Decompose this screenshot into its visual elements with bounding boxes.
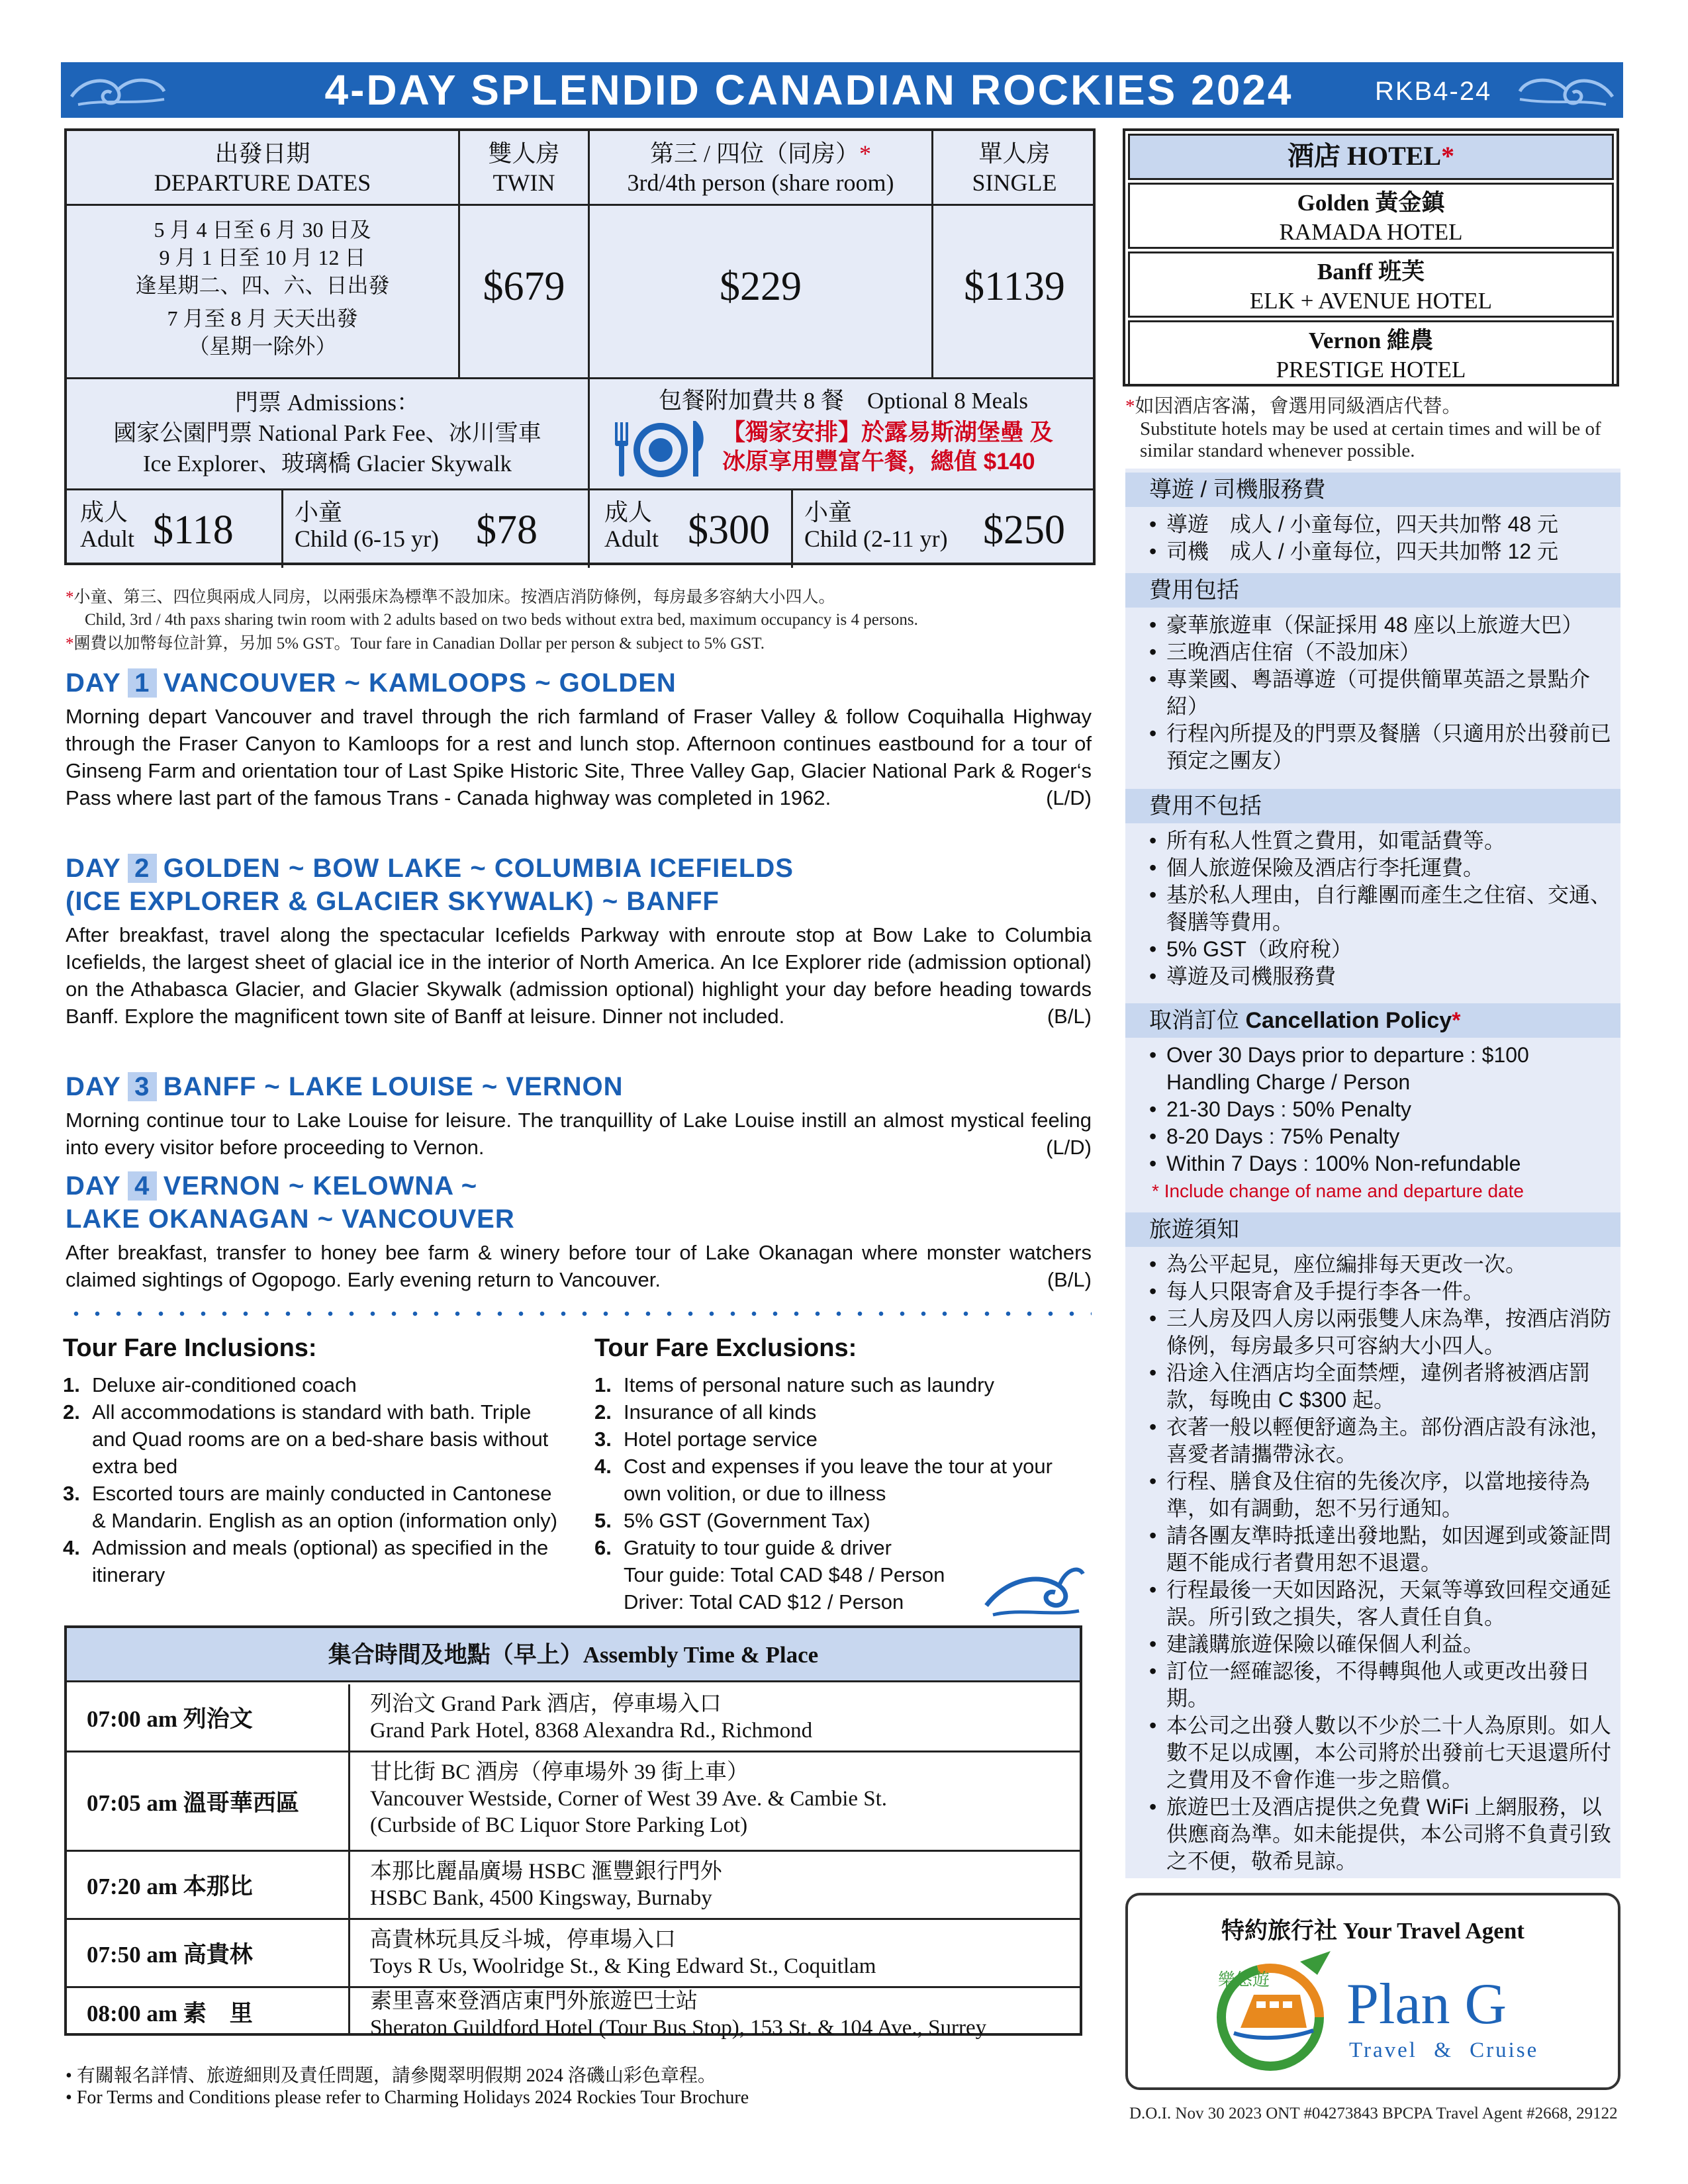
admission-child-label: 小童 Child (6-15 yr) <box>295 499 439 552</box>
list-item: 3. Escorted tours are mainly conducted in Cantonese & Mandarin. English as an option (information only) <box>63 1482 558 1532</box>
table-row <box>67 1752 1080 1852</box>
day-4-description: After breakfast, transfer to honey bee farm & winery before tour of Lake Okanagan where monster watchers claimed sightings of Ogopogo. Early evening return to Vancouver. (B/L) <box>66 1241 1092 1291</box>
terms-note-en: • For Terms and Conditions please refer to Charming Holidays 2024 Rockies Tour Brochure <box>66 2087 749 2108</box>
optional-meals-description: 包餐附加費共 8 餐 Optional 8 Meals <box>658 388 1029 414</box>
list-item: • 導遊 成人 / 小童每位，四天共加幣 48 元 <box>1149 511 1613 538</box>
list-item: 3. Hotel portage service <box>594 1428 818 1451</box>
list-item: • Within 7 Days : 100% Non-refundable <box>1149 1150 1613 1177</box>
cancellation-note: * Include change of name and departure date <box>1152 1181 1524 1201</box>
exclusive-meal-note: 【獨家安排】於露易斯湖堡壘 及 冰原享用豐富午餐，總值 $140 <box>722 420 1053 475</box>
meal-adult-price: $300 <box>688 508 770 553</box>
hotel-note-zh: *如因酒店客滿，會選用同級酒店代替。 <box>1125 396 1462 417</box>
list-item: 6. Gratuity to tour guide & driver <box>594 1536 892 1559</box>
license-footer: D.O.I. Nov 30 2023 ONT #04273843 BPCPA Travel Agent #2668, 29122 <box>1129 2105 1618 2122</box>
list-item: 1. Items of personal nature such as laundry <box>594 1373 995 1396</box>
excludes-list <box>1149 827 1613 990</box>
twin-header: 雙人房 TWIN <box>488 140 560 196</box>
list-item: • 專業國、粵語導遊（可提供簡單英語之景點介紹） <box>1149 666 1613 720</box>
list-item: 4. Admission and meals (optional) as specified in the itinerary <box>63 1536 549 1586</box>
list-item: • 導遊及司機服務費 <box>1149 963 1613 990</box>
single-price: $1139 <box>964 264 1065 309</box>
cancellation-header: 取消訂位 Cancellation Policy* <box>1125 1003 1620 1038</box>
list-item: • 三人房及四人房以兩張雙人床為準，按酒店消防條例，每房最多只可容納大小四人。 <box>1149 1305 1613 1359</box>
list-item: • 訂位一經確認後，不得轉與他人或更改出發日期。 <box>1149 1658 1613 1712</box>
single-header: 單人房 SINGLE <box>972 140 1057 196</box>
meal-child-label: 小童 Child (2-11 yr) <box>804 499 948 552</box>
dotted-divider <box>66 1311 1092 1316</box>
fare-note-child: *小童、第三、四位與兩成人同房，以兩張床為標準不設加床。按酒店消防條例，每房最多容納大小四人。 <box>66 588 835 606</box>
list-item: 4. Cost and expenses if you leave the tour at your own volition, or due to illness <box>594 1455 1053 1505</box>
list-item: • 行程最後一天如因路況，天氣等導致回程交通延誤。所引致之損失，客人責任自負。 <box>1149 1576 1613 1631</box>
list-item: • 基於私人理由，自行離團而產生之住宿、交通、餐膳等費用。 <box>1149 882 1613 936</box>
list-item: • 21-30 Days : 50% Penalty <box>1149 1096 1613 1123</box>
day-1-description: Morning depart Vancouver and travel through the rich farmland of Fraser Valley & follow Coquihalla Highway through the Fraser Canyon to Kamloops for a rest and lunch stop. Afternoon continues eastbound for a tour of Ginseng Farm and orientation tour of Last Spike Historic Site, Three Valley Gap, Glacier National Park & Roger‘s Pass where last part of the famous Trans - Canada highway was completed in 1962. (L/D) <box>66 705 1092 809</box>
day-4-title-line2: LAKE OKANAGAN ~ VANCOUVER <box>66 1205 515 1234</box>
meal-adult-label: 成人 Adult <box>604 499 659 552</box>
list-item: • 旅遊巴士及酒店提供之免費 WiFi 上網服務，以供應商為準。如未能提供，本公司將不負責引致之不便，敬希見諒。 <box>1149 1794 1613 1875</box>
swirl-ornament-icon <box>1513 70 1619 111</box>
agent-tagline: Travel & Cruise <box>1349 2038 1539 2062</box>
list-item: • 個人旅遊保險及酒店行李托運費。 <box>1149 854 1613 882</box>
day-3-description: Morning continue tour to Lake Louise for leisure. The tranquillity of Lake Louise instill an almost mystical feeling into every visitor before proceeding to Vernon. (L/D) <box>66 1109 1092 1159</box>
admissions-description: 門票 Admissions： 國家公園門票 National Park Fee、冰川雪車 Ice Explorer、玻璃橋 Glacier Skywalk <box>113 390 541 477</box>
swirl-ornament-icon <box>65 70 171 111</box>
plan-g-logo-icon <box>1201 1948 1340 2081</box>
assembly-time: 08:00 am 素 里 <box>67 1988 350 2036</box>
departure-dates: 5 月 4 日至 6 月 30 日及 9 月 1 日至 10 月 12 日 逢星期二、四、六、日出發 7 月至 8 月 天天出發 （星期一除外） <box>135 218 390 358</box>
svg-text:樂悠遊: 樂悠遊 <box>1218 1970 1270 1990</box>
list-item: 2. All accommodations is standard with bath. Triple and Quad rooms are on a bed-share basis without extra bed <box>63 1400 549 1478</box>
assembly-place: 甘比街 BC 酒房（停車場外 39 街上車） Vancouver Westside, Corner of West 39 Ave. & Cambie St. (Curbside of BC Liquor Store Parking Lot) <box>370 1760 888 1837</box>
day-2-title-line2: (ICE EXPLORER & GLACIER SKYWALK) ~ BANFF <box>66 887 720 916</box>
info-panel <box>1125 469 1620 1878</box>
list-item: • 請各團友準時抵達出發地點，如因遲到或簽証問題不能成行者費用恕不退還。 <box>1149 1522 1613 1576</box>
table-row <box>67 1920 1080 1988</box>
cancellation-list <box>1149 1042 1613 1177</box>
table-row <box>67 1684 1080 1752</box>
list-item: • 衣著一般以輕便舒適為主。部份酒店設有泳池，喜愛者請攜帶泳衣。 <box>1149 1414 1613 1468</box>
fare-note-child-en: Child, 3rd / 4th paxs sharing twin room with 2 adults based on two beds without extra bed, maximum occupancy is 4 persons. <box>85 611 918 629</box>
notice-list <box>1149 1251 1613 1875</box>
list-item: • 建議購旅遊保險以確保個人利益。 <box>1149 1631 1613 1658</box>
list-item: • 沿途入住酒店均全面禁煙，違例者將被酒店罰款，每晚由 C $300 起。 <box>1149 1359 1613 1414</box>
list-item: • 行程、膳食及住宿的先後次序，以當地接待為準，如有調動，恕不另行通知。 <box>1149 1468 1613 1522</box>
assembly-time: 07:00 am 列治文 <box>67 1684 350 1751</box>
travel-agent-title: 特約旅行社 Your Travel Agent <box>1221 1918 1524 1944</box>
list-item: • 所有私人性質之費用，如電話費等。 <box>1149 827 1613 854</box>
list-item: • 三晚酒店住宿（不設加床） <box>1149 639 1613 666</box>
list-item: • 每人只限寄倉及手提行李各一件。 <box>1149 1278 1613 1305</box>
table-row <box>67 1852 1080 1920</box>
third-person-price: $229 <box>720 264 802 309</box>
wave-ornament-icon <box>980 1559 1086 1619</box>
dining-plate-icon <box>611 417 710 480</box>
assembly-time: 07:05 am 溫哥華西區 <box>67 1752 350 1850</box>
meal-child-price: $250 <box>983 508 1065 553</box>
tour-code: RKB4-24 <box>1375 77 1492 106</box>
day-2-title: DAY 2 GOLDEN ~ BOW LAKE ~ COLUMBIA ICEFIELDS <box>66 854 794 883</box>
inclusions-list <box>63 1371 566 1588</box>
terms-note-zh: • 有關報名詳情、旅遊細則及責任問題，請參閱翠明假期 2024 洛磯山彩色章程。 <box>66 2066 716 2086</box>
travel-agent-box <box>1125 1893 1620 2090</box>
day-2-description: After breakfast, travel along the spectacular Icefields Parkway with enroute stop at Bow Lake to Columbia Icefields, the largest sheet of glacial ice in the interior of North America. An Ice Explorer ride (admission optional) on the Athabasca Glacier, and Glacier Skywalk (admission optional) highlight your day before heading towards Banff. Explore the magnificent town site of Banff at leisure. Dinner not included. (B/L) <box>66 923 1092 1028</box>
assembly-time: 07:50 am 高貴林 <box>67 1920 350 1986</box>
fare-table <box>64 128 1096 565</box>
list-item: • 本公司之出發人數以不少於二十人為原則。如人數不足以成團，本公司將於出發前七天退還所付之費用及不會作進一步之賠償。 <box>1149 1712 1613 1794</box>
admission-child-price: $78 <box>476 508 538 553</box>
fare-note-gst: *團費以加幣每位計算，另加 5% GST。Tour fare in Canadian Dollar per person & subject to 5% GST. <box>66 635 765 653</box>
assembly-place: 本那比麗晶廣場 HSBC 滙豐銀行門外 HSBC Bank, 4500 Kingsway, Burnaby <box>370 1860 722 1910</box>
agent-name: Plan G <box>1346 1972 1507 2036</box>
list-item: 2. Insurance of all kinds <box>594 1400 817 1424</box>
excludes-header: 費用不包括 <box>1125 789 1620 823</box>
notice-header: 旅遊須知 <box>1125 1212 1620 1247</box>
includes-header: 費用包括 <box>1125 573 1620 608</box>
list-item: Driver: Total CAD $12 / Person <box>624 1590 904 1614</box>
hotel-note-en: Substitute hotels may be used at certain times and will be of similar standard whenever possible. <box>1140 418 1601 461</box>
third-person-header: 第三 / 四位（同房）* 3rd/4th person (share room) <box>627 140 894 196</box>
assembly-time: 07:20 am 本那比 <box>67 1852 350 1918</box>
assembly-table <box>64 1625 1082 2040</box>
day-1-title: DAY 1 VANCOUVER ~ KAMLOOPS ~ GOLDEN <box>66 668 677 698</box>
hotel-row: Vernon 維農 PRESTIGE HOTEL <box>1128 320 1614 387</box>
day-3-title: DAY 3 BANFF ~ LAKE LOUISE ~ VERNON <box>66 1072 624 1101</box>
list-item: 5. 5% GST (Government Tax) <box>594 1509 870 1532</box>
table-row <box>67 1988 1080 2040</box>
gratuity-header: 導遊 / 司機服務費 <box>1125 473 1620 507</box>
title-banner <box>61 62 1623 118</box>
hotel-title: 酒店 HOTEL* <box>1128 134 1614 180</box>
list-item: • 豪華旅遊車（保証採用 48 座以上旅遊大巴） <box>1149 612 1613 639</box>
inclusions-title: Tour Fare Inclusions: <box>63 1334 317 1362</box>
list-item: • 8-20 Days : 75% Penalty <box>1149 1123 1613 1150</box>
exclusions-title: Tour Fare Exclusions: <box>594 1334 857 1362</box>
assembly-place: 列治文 Grand Park 酒店，停車場入口 Grand Park Hotel, 8368 Alexandra Rd., Richmond <box>370 1692 813 1743</box>
list-item: • 為公平起見，座位編排每天更改一次。 <box>1149 1251 1613 1278</box>
hotel-table <box>1123 128 1619 387</box>
list-item: • 5% GST（政府稅） <box>1149 936 1613 963</box>
list-item: 1. Deluxe air-conditioned coach <box>63 1373 357 1396</box>
admission-adult-label: 成人 Adult <box>80 499 135 552</box>
gratuity-list <box>1149 511 1613 565</box>
day-4-title: DAY 4 VERNON ~ KELOWNA ~ <box>66 1171 478 1201</box>
list-item: • 司機 成人 / 小童每位，四天共加幣 12 元 <box>1149 538 1613 565</box>
tour-title: 4-DAY SPLENDID CANADIAN ROCKIES 2024 <box>324 66 1293 114</box>
hotel-row: Banff 班芙 ELK + AVENUE HOTEL <box>1128 251 1614 318</box>
assembly-place: 素里喜來登酒店東門外旅遊巴士站 Sheraton Guildford Hotel (Tour Bus Stop), 153 St. & 104 Ave., Surrey <box>370 1989 987 2040</box>
list-item: Tour guide: Total CAD $48 / Person <box>624 1563 945 1586</box>
departure-dates-header: 出發日期 DEPARTURE DATES <box>154 140 371 196</box>
list-item: • Over 30 Days prior to departure : $100 Handling Charge / Person <box>1149 1042 1613 1096</box>
includes-list <box>1149 612 1613 774</box>
hotel-row: Golden 黃金鎮 RAMADA HOTEL <box>1128 183 1614 249</box>
twin-price: $679 <box>483 264 565 309</box>
assembly-title: 集合時間及地點（早上）Assembly Time & Place <box>67 1628 1080 1682</box>
list-item: • 行程內所提及的門票及餐膳（只適用於出發前已預定之團友） <box>1149 720 1613 774</box>
admission-adult-price: $118 <box>153 508 234 553</box>
assembly-place: 高貴林玩具反斗城，停車場入口 Toys R Us, Woolridge St., & King Edward St., Coquitlam <box>370 1928 876 1978</box>
